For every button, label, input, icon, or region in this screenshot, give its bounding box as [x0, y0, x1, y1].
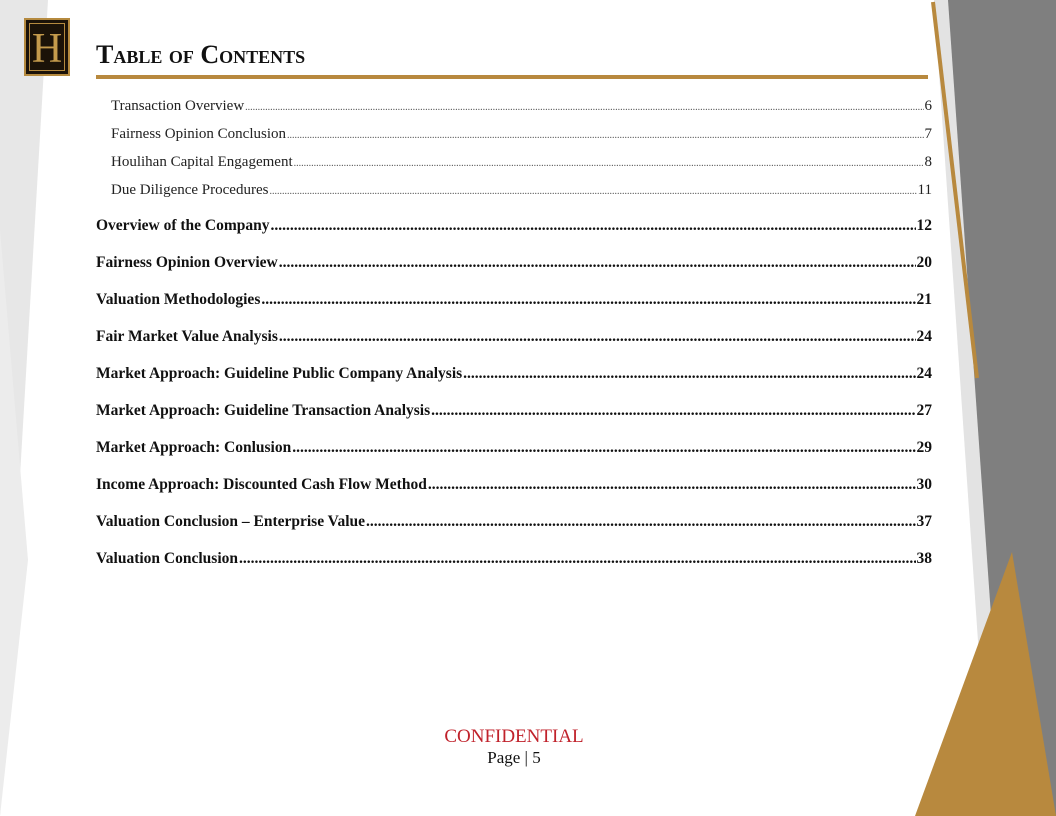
toc-entry-page: 11: [917, 182, 932, 198]
toc-sub-entry[interactable]: [96, 178, 932, 206]
toc-main-entry[interactable]: [96, 243, 932, 280]
toc-leader-dots: [269, 178, 916, 204]
toc-leader-dots: [261, 280, 915, 320]
toc-main-entry[interactable]: [96, 354, 932, 391]
toc-main-entry[interactable]: [96, 280, 932, 317]
toc-leader-dots: [428, 465, 916, 505]
toc-entry-page: 7: [924, 126, 932, 142]
toc-entry-page: 8: [924, 154, 932, 170]
toc-entry-page: 6: [924, 98, 932, 114]
toc-leader-dots: [366, 502, 915, 542]
toc-sub-entry[interactable]: [96, 150, 932, 178]
toc-main-entry[interactable]: [96, 317, 932, 354]
toc-entry-label: Overview of the Company: [96, 217, 270, 234]
page-number: Page | 5: [487, 748, 541, 767]
toc-entry-label: Transaction Overview: [111, 98, 245, 114]
toc-entry-label: Income Approach: Discounted Cash Flow Method: [96, 476, 427, 493]
toc-leader-dots: [463, 354, 915, 394]
toc-entry-page: 30: [916, 476, 932, 493]
toc-entry-page: 27: [916, 402, 932, 419]
toc-entry-label: Market Approach: Conlusion: [96, 439, 292, 456]
toc-entry-page: 12: [916, 217, 932, 234]
confidential-label: CONFIDENTIAL: [444, 726, 584, 747]
toc-main-entry[interactable]: [96, 428, 932, 465]
toc-entry-label: Valuation Methodologies: [96, 291, 261, 308]
toc-entry-page: 24: [916, 328, 932, 345]
toc-entry-label: Market Approach: Guideline Transaction Analysis: [96, 402, 431, 419]
toc-leader-dots: [292, 428, 915, 468]
toc-entry-page: 20: [916, 254, 932, 271]
toc-entry-page: 29: [916, 439, 932, 456]
toc-entry-page: 38: [916, 550, 932, 567]
toc-main-entry[interactable]: [96, 539, 932, 576]
toc-leader-dots: [431, 391, 915, 431]
page-title: Table of Contents: [96, 40, 306, 69]
toc-sub-entry[interactable]: [96, 94, 932, 122]
company-logo: [24, 18, 70, 76]
toc-entry-label: Fairness Opinion Overview: [96, 254, 278, 271]
toc-main-entry[interactable]: [96, 502, 932, 539]
table-of-contents: [96, 94, 932, 576]
toc-main-entry[interactable]: [96, 465, 932, 502]
toc-entry-label: Fair Market Value Analysis: [96, 328, 278, 345]
toc-sub-entry[interactable]: [96, 122, 932, 150]
toc-leader-dots: [287, 122, 924, 148]
toc-leader-dots: [279, 243, 916, 283]
toc-entry-page: 21: [916, 291, 932, 308]
toc-leader-dots: [239, 539, 916, 579]
toc-entry-label: Fairness Opinion Conclusion: [111, 126, 286, 142]
toc-leader-dots: [245, 94, 923, 120]
toc-leader-dots: [271, 206, 916, 246]
logo-letter: H: [29, 23, 65, 71]
toc-leader-dots: [279, 317, 916, 357]
toc-entry-label: Houlihan Capital Engagement: [111, 154, 293, 170]
toc-entry-label: Valuation Conclusion – Enterprise Value: [96, 513, 366, 530]
toc-entry-page: 24: [916, 365, 932, 382]
toc-main-entry[interactable]: [96, 391, 932, 428]
toc-leader-dots: [294, 150, 924, 176]
toc-main-entry[interactable]: [96, 206, 932, 243]
toc-entry-label: Valuation Conclusion: [96, 550, 238, 567]
toc-entry-label: Due Diligence Procedures: [111, 182, 269, 198]
title-underline: [96, 75, 928, 79]
toc-entry-page: 37: [916, 513, 932, 530]
toc-entry-label: Market Approach: Guideline Public Company Analysis: [96, 365, 463, 382]
